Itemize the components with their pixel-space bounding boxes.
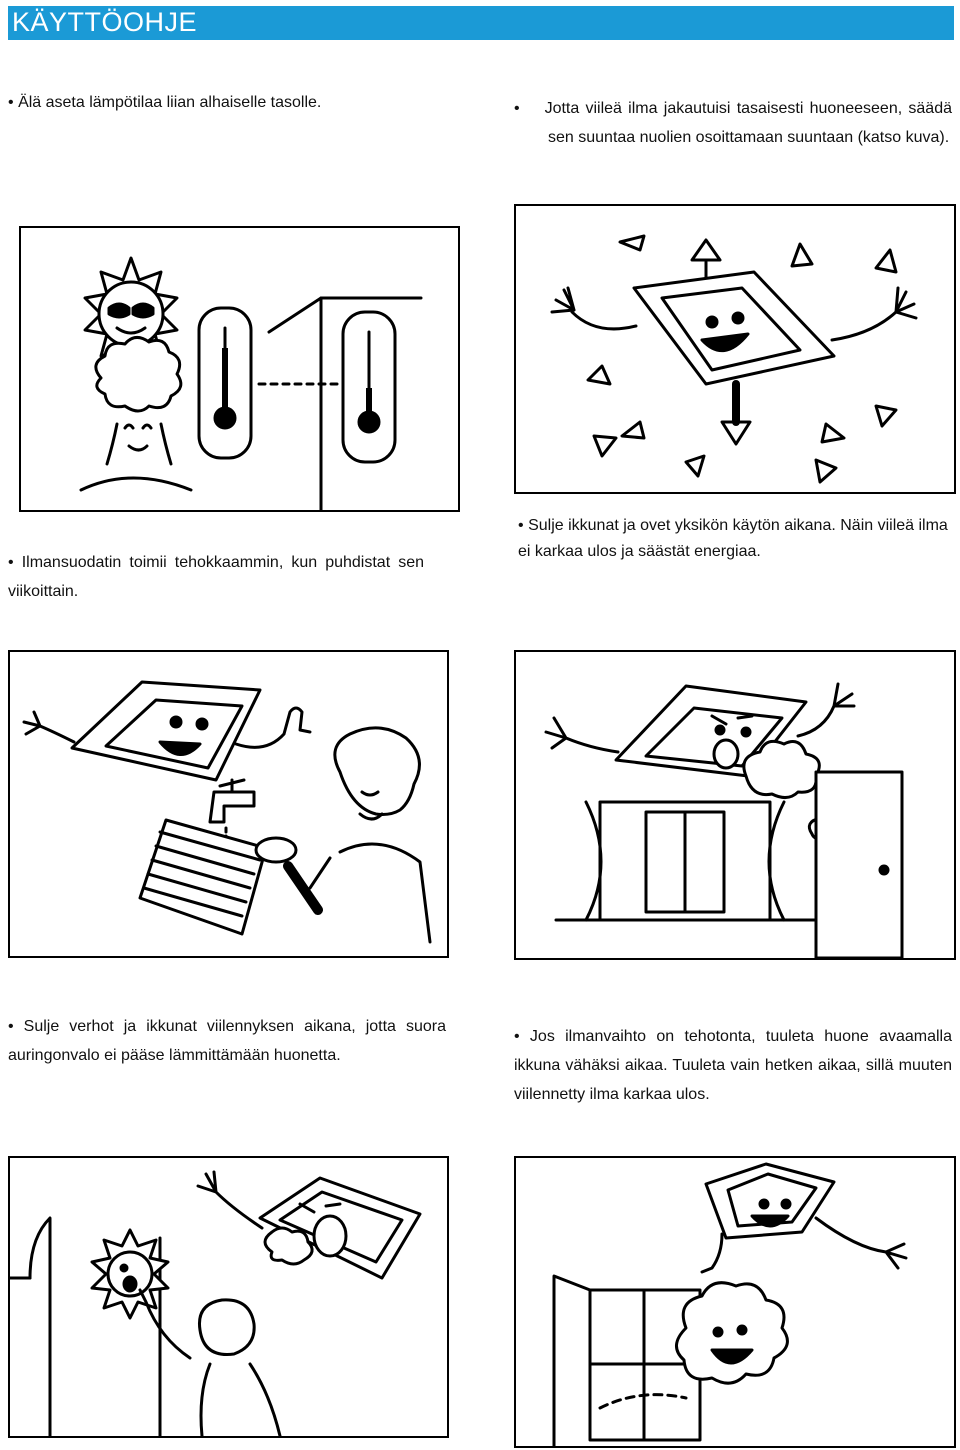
title-bar [8,6,954,40]
tip-5 [8,1012,446,1070]
page-title: KÄYTTÖOHJE [12,7,198,37]
panel-sun-thermometers [19,226,460,512]
tip-2 [514,94,952,152]
bullet: • [8,554,14,571]
panel-airflow [514,204,956,494]
filter-cleaning-illustration [10,652,447,956]
sun-thermometer-illustration [21,228,458,510]
bullet: • [514,1028,520,1045]
bullet: • [8,1018,14,1035]
tip-1 [8,88,438,117]
tip-text: Sulje ikkunat ja ovet yksikön käytön aikana. Näin viileä ilma ei karkaa ulos ja säästät energiaa. [518,517,948,560]
panel-ventilation [514,1156,956,1448]
bullet: • [8,94,14,111]
panel-windows-doors [514,650,956,960]
closed-curtains-illustration [10,1158,447,1436]
closed-windows-doors-illustration [516,652,954,958]
bullet: • [518,517,524,534]
bullet: • [514,100,520,117]
tip-3 [8,548,424,606]
panel-filter-cleaning [8,650,449,958]
tip-text: Jotta viileä ilma jakautuisi tasaisesti huoneeseen, säädä sen suuntaa nuolien osoittamaan suuntaan (katso kuva). [544,100,952,146]
ventilation-illustration [516,1158,954,1446]
tip-text: Jos ilmanvaihto on tehotonta, tuuleta huone avaamalla ikkuna vähäksi aikaa. Tuuleta vain hetken aikaa, sillä muuten viilennetty ilma karkaa ulos. [514,1028,952,1103]
tip-text: Sulje verhot ja ikkunat viilennyksen aikana, jotta suora auringonvalo ei pääse lämmittämään huonetta. [8,1018,447,1064]
tip-6 [514,1022,952,1109]
tip-4 [518,513,954,565]
panel-curtains [8,1156,449,1438]
tip-text: Älä aseta lämpötilaa liian alhaiselle tasolle. [18,94,322,111]
tip-text: Ilmansuodatin toimii tehokkaammin, kun puhdistat sen viikoittain. [8,554,425,600]
airflow-arrows-illustration [516,206,954,492]
